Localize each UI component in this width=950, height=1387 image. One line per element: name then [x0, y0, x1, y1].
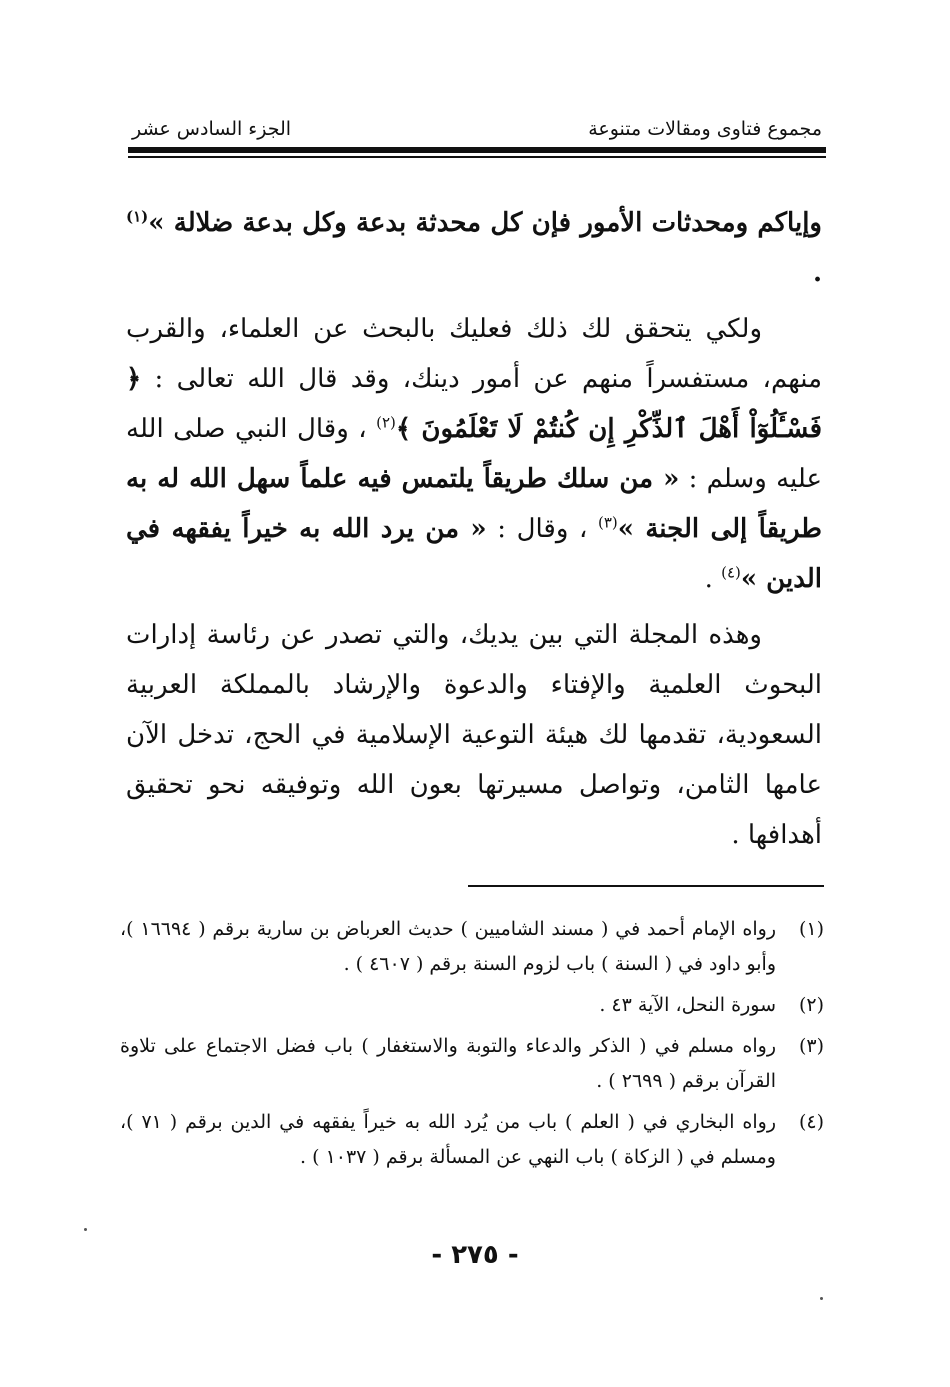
hadith-1: « من سلك طريقاً يلتمس فيه علماً سهل الله له به طريقاً إلى الجنة » — [126, 464, 822, 544]
footnote-4 — [120, 1105, 824, 1175]
scan-speck — [820, 1297, 823, 1300]
book-title: مجموع فتاوى ومقالات متنوعة — [588, 118, 822, 140]
footnote-number: (٢) — [798, 994, 824, 1016]
footnote-3 — [120, 1029, 824, 1099]
header-rule-thin — [128, 156, 826, 158]
footnote-number: (١) — [798, 918, 824, 940]
footnote-text: سورة النحل، الآية ٤٣ . — [599, 994, 776, 1016]
footnote-separator — [468, 885, 824, 887]
paragraph-1 — [126, 198, 822, 298]
scan-speck — [84, 1228, 87, 1231]
period: . — [704, 564, 713, 594]
footnote-text: رواه البخاري في ( العلم ) باب من يُرد الله به خيراً يفقهه في الدين برقم ( ٧١ )، ومسلم في ( الزكاة ) باب النهي عن المسألة برقم ( ١٠٣٧ ) . — [120, 1111, 776, 1168]
footnote-text: رواه مسلم في ( الذكر والدعاء والتوبة والاستغفار ) باب فضل الاجتماع على تلاوة القرآن برقم ( ٢٦٩٩ ) . — [120, 1035, 776, 1092]
footnotes — [120, 912, 824, 1181]
footnote-1 — [120, 912, 824, 982]
quran-verse: ﴿ فَسْـَٔلُوٓاْ أَهْلَ ٱلذِّكْرِ إِن كُنتُمْ لَا تَعْلَمُونَ ﴾ — [126, 364, 823, 444]
paragraph-2-middle: ، وقال النبي صلى الله عليه وسلم : — [126, 414, 822, 494]
hadith-2: « من يرد الله به خيراً يفقهه في الدين » — [126, 514, 822, 594]
footnote-ref-2: (٢) — [376, 413, 396, 432]
paragraph-2-connector: ، وقال : — [497, 514, 588, 544]
footnote-2 — [120, 988, 824, 1023]
page-number: - ٢٧٥ - — [431, 1240, 519, 1270]
volume-label: الجزء السادس عشر — [132, 118, 292, 140]
paragraph-2-intro: ولكي يتحقق لك ذلك فعليك بالبحث عن العلماء، والقرب منهم، مستفسراً منهم عن أمور دينك، وقد قال الله تعالى : — [126, 314, 822, 394]
period: . — [812, 258, 822, 288]
footnote-text: رواه الإمام أحمد في ( مسند الشاميين ) حديث العرباض بن سارية برقم ( ١٦٦٩٤ )، وأبو داود في ( السنة ) باب لزوم السنة برقم ( ٤٦٠٧ ) . — [120, 918, 777, 975]
paragraph-2 — [126, 304, 822, 604]
footnote-ref-4: (٤) — [721, 563, 741, 582]
main-text — [126, 198, 822, 860]
hadith-continuation: وإياكم ومحدثات الأمور فإن كل محدثة بدعة وكل بدعة ضلالة » — [148, 208, 822, 238]
footnote-ref-3: (٣) — [597, 513, 618, 532]
running-header — [128, 112, 826, 152]
footnote-number: (٣) — [798, 1035, 824, 1057]
paragraph-3: وهذه المجلة التي بين يديك، والتي تصدر عن رئاسة إدارات البحوث العلمية والإفتاء والدعوة والإرشاد بالمملكة العربية السعودية، تقدمها لك هيئة التوعية الإسلامية في الحج، تدخل الآن عامها الثامن، وتواصل مسيرتها بعون الله وتوفيقه نحو تحقيق أهدافها . — [126, 620, 822, 850]
footnote-ref-1: (١) — [126, 207, 149, 226]
header-rule-thick — [128, 147, 826, 153]
footnote-number: (٤) — [798, 1111, 824, 1133]
